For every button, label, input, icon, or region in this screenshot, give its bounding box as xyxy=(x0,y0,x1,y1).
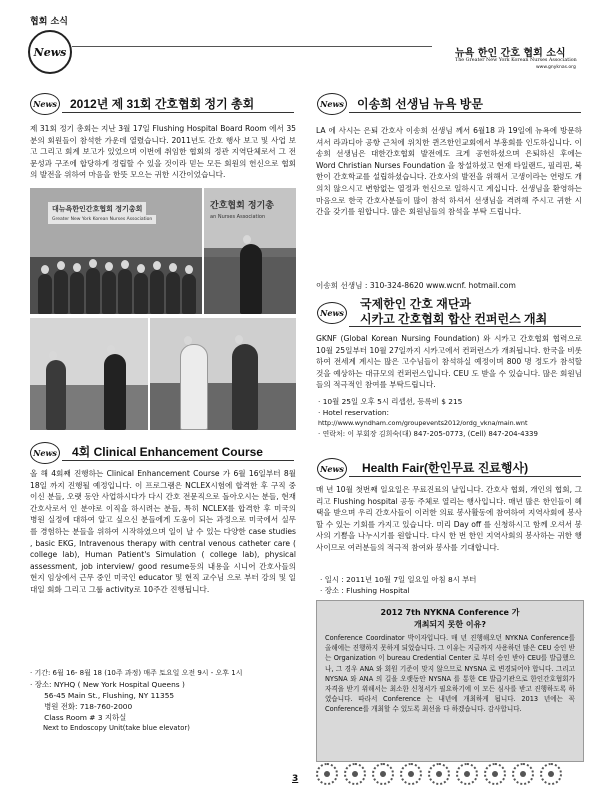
clinical-info-item: 56-45 Main St., Flushing, NY 11355 xyxy=(30,691,175,700)
nykna-box xyxy=(316,600,584,762)
visit-news-badge: News xyxy=(317,93,347,115)
clinical-info-item: · 기간: 6월 16- 8월 18 (10주 과정) 매주 토요일 오전 9시 - 오후 1시 xyxy=(30,669,243,677)
header-news-label: News xyxy=(33,45,67,59)
meeting-news-badge: News xyxy=(30,93,60,115)
page-number: 3 xyxy=(292,774,299,784)
award-photo-2 xyxy=(150,318,296,430)
gknf-info xyxy=(318,396,584,440)
gknf-title-line1: 국제한인 간호 재단과 xyxy=(360,297,471,311)
gknf-info-item: · 10월 25일 오후 5시 리셉션, 등록비 $ 215 xyxy=(318,397,463,406)
meeting-rule xyxy=(62,112,294,113)
meeting-photo-banner-2-en: an Nurses Association xyxy=(210,214,266,220)
visit-title: 이송희 선생님 뉴욕 방문 xyxy=(357,97,483,111)
header-title-en: The Greater New York Korean Nurses Association xyxy=(455,58,577,63)
award-photo-1 xyxy=(30,318,148,430)
clinical-info-item: Class Room # 3 지하실 xyxy=(30,713,127,722)
health-rule xyxy=(349,476,581,477)
meeting-photo-banner: 대뉴욕한인간호협회 정기총회 xyxy=(48,202,146,216)
flower-decoration xyxy=(316,762,582,786)
clinical-info-item: · 장소: NYHQ ( New York Hospital Queens ) xyxy=(30,680,185,689)
meeting-title: 2012년 제 31회 간호협회 정기 총회 xyxy=(70,97,255,111)
clinical-info xyxy=(30,668,296,734)
gknf-rule xyxy=(349,326,581,327)
nykna-body: Conference Coordinator 박이자입니다. 매 년 진행해오던 NYKNA Conference를 올해에는 진행하지 못하게 되었습니다. 그 이유는 지금까지 사용하던 많은 CEU 승인 받는 Organization 이 bureau Credential Center 로 부터 승인 받아 CEU를 발급했으나, 그 경우 ANA 와 회원 기준이 맞지 않으므로 NYSNA 로 변경되어야 합니다. 그리고 NYSNA 와 ANA 의 길을 오랫동안 NYSNA 를 통한 CE 발급기관으로 한인간호협회가 자격을 받기 위해서는 최소한 신청서가 필요하기에 이 모든 심사를 받고 진행하도록 하였습니다. 따라서 Conference 는 내년에 개최하게 됩니다. 2013 년에는 꼭 Conference를 개최할 수 있도록 최선을 다 하겠습니다. 감사합니다. xyxy=(325,634,575,714)
visit-rule xyxy=(349,112,581,113)
visit-contact: 이송희 선생님 : 310-324-8620 www.wcnf. hotmail.com xyxy=(316,281,516,290)
clinical-body: 올 해 4회째 진행하는 Clinical Enhancement Course 가 6월 16일부터 8월 18일 까지 진행될 예정입니다. 이 프로그램은 NCLEX시험에 합격한 후 구직 중이신 분들, 오랫 동안 사업하시다가 다시 간호 전문직으로 돌아오시는 분들, 현재 간호사로서 인 분야로 이직을 하시려는 분들, 특히 NCLEX를 합격한 후 미국의 병원 실정에 대하여 알고 싶으신 분들에게 도움이 되는 과정으로 미국에서 실무를 경험하는 분들을 위하여 시작하였으며 일이 날 수 있는 다양한 case studies , basic EKG, Intravenous therapy with central venous catheter care ( college lab), Human Patient's Simulation ( college lab), physical assessment, job interview/ good resume등의 내용을 시니어 간호사들의 현지 임상에서 근무 중인 미국인 educator 및 현직 교수님 으로 부터 강의 및 일대일 회화 그리고 그룹 activity로 10주간 진행됩니다. xyxy=(30,469,296,594)
header-tag: 협회 소식 xyxy=(30,17,68,27)
header-url: www.gnyknas.org xyxy=(536,65,576,70)
gknf-info-item: · Hotel reservation: xyxy=(318,408,390,417)
gknf-info-item: · 연락처: 이 부회장 김희숙(대) 847-205-0773, (Cell) 847-204-4339 xyxy=(318,430,538,438)
header-news-badge xyxy=(28,30,72,74)
health-info xyxy=(320,574,582,596)
clinical-rule xyxy=(62,460,294,461)
gknf-news-badge: News xyxy=(317,302,347,324)
header-title-ko: 뉴욕 한인 간호 협회 소식 xyxy=(455,48,566,59)
health-news-badge: News xyxy=(317,458,347,480)
meeting-body: 제 31회 정기 총회는 지난 3월 17일 Flushing Hospital Board Room 에서 35분의 회원들이 참석한 가운데 열렸습니다. 2011년도 간호 행사 보고 및 사업 보고 그리고 회계 보고가 있었으며 이번에 취임한 협회의 정관 지역단체로서 그 전문성과 구조에 합당하게 정립할 수 있을 것이라 믿는 모든 회원의 헌신으로 협회의 발전을 위하여 마음을 한뜻 모으는 귀한 시간이었습니다. xyxy=(30,124,296,180)
health-body: 매 년 10월 첫번째 일요일은 무료진료의 날입니다. 간호사 협회, 개인의 협회, 그리고 Flushing hospital 공동 주체로 열리는 행사입니다. 매년 많은 한인들이 혜택을 받으며 우리 간호사들이 이러한 의료 봉사활동에 참여하여 지역사회에 봉사 할 수 있는 기회를 가지고 있습니다. 미리 Day off 를 신청하시고 함께 오셔서 봉사의 기쁨을 나누시기를 원합니다. 다시 한 번 한인 지역사회의 봉사하는 귀한 행사이므로 여러분들의 적극적 참여와 봉사를 기대합니다. xyxy=(316,485,582,552)
clinical-news-badge: News xyxy=(30,442,60,464)
nykna-title-line2: 개최되지 못한 이유? xyxy=(413,620,487,629)
visit-body: LA 에 사시는 은퇴 간호사 이송희 선생님 께서 6월18 과 19일에 뉴욕에 방문하셔서 라과디아 공항 근처에 위치한 퀸즈한인교회에서 부흥회를 인도하십니다. 이송희 선생님은 대한간호협회 발전에도 크게 공헌하셨으며 은퇴하신 후에는 Word Christian Nurses Foundation 을 창설하셨고 현재 타일랜드, 필리핀, 북한이 간호학교를 설립하셨습니다. 간호사의 발전을 위해서 고생이라는 연령도 개의치 않으시고 변함없는 열정과 헌신으로 일하시고 계십니다. 선생님을 환영하는 마음으로 한국 간호사분들이 많이 참석 하셔서 선생님을 격려해 주시고 귀한 시간을 갖기를 원합니다. 많은 회원님들의 참석을 부탁 드립니다. xyxy=(316,126,582,217)
meeting-photo-speaker xyxy=(204,188,296,314)
health-info-item: · 일시 : 2011년 10월 7일 일요일 아침 8시 부터 xyxy=(320,575,477,584)
health-info-item: · 장소 : Flushing Hospital xyxy=(320,586,410,595)
clinical-info-item: 병원 전화: 718-760-2000 xyxy=(30,702,133,711)
meeting-photo-banner-2: 간호협회 정기총 xyxy=(210,201,274,211)
gknf-title-line2: 시카고 간호협회 합산 컨퍼런스 개최 xyxy=(360,312,548,326)
clinical-title: 4회 Clinical Enhancement Course xyxy=(72,445,263,459)
clinical-info-item: Next to Endoscopy Unit(take blue elevator) xyxy=(30,724,190,732)
gknf-info-link[interactable]: http://www.wyndham.com/groupevents2012/ordg_vkna/main.wnt xyxy=(318,419,528,427)
meeting-photo-banner-en: Greater New York Korean Nurses Association xyxy=(48,215,156,224)
nykna-title-line1: 2012 7th NYKNA Conference 가 xyxy=(380,608,520,617)
gknf-body: GKNF (Global Korean Nursing Foundation) 와 시카고 간호협회 협력으로 10월 25일부터 10월 27일까지 시카고에서 컨퍼런스가 개최됩니다. 한국을 비롯하여 전세계 계시는 많은 고수님들이 참석하실 예정이며 800 명 정도가 참석할 것을 예상하는 대규모의 컨퍼런스입니다. CEU 도 받을 수 있습니다. 많은 회원님들의 적극적인 참여를 부탁드립니다. xyxy=(316,334,582,390)
health-title: Health Fair(한인무료 진료행사) xyxy=(362,461,529,475)
header-ornament xyxy=(72,46,432,47)
meeting-photo-group xyxy=(30,188,202,314)
